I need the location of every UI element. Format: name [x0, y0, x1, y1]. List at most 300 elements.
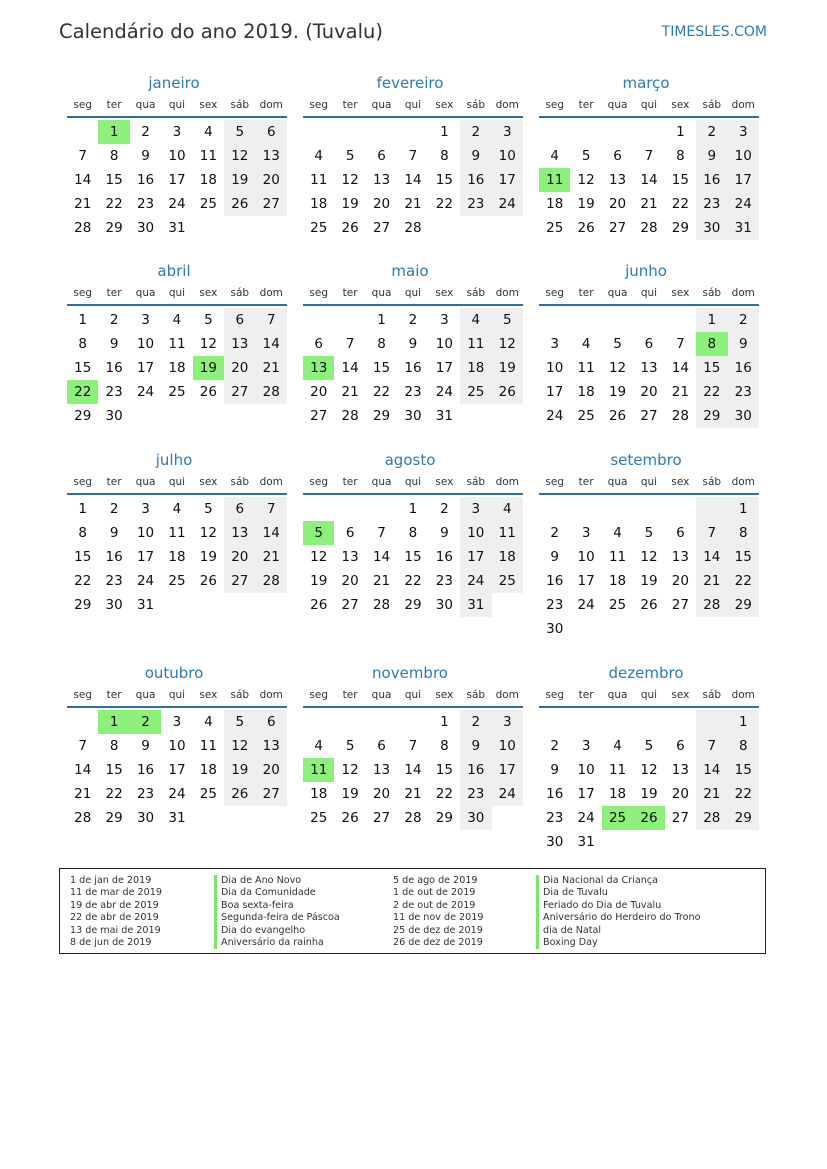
day-cell[interactable]: 12: [224, 144, 255, 168]
day-cell[interactable]: 26: [199, 573, 217, 589]
day-cell[interactable]: 15: [728, 545, 759, 569]
day-cell[interactable]: 16: [546, 573, 564, 589]
day-cell[interactable]: 11: [199, 148, 217, 164]
day-cell[interactable]: 21: [74, 786, 92, 802]
day-cell[interactable]: 19: [224, 168, 255, 192]
day-cell[interactable]: 28: [404, 810, 422, 826]
day-cell[interactable]: 25: [199, 786, 217, 802]
day-cell[interactable]: 13: [224, 521, 255, 545]
day-cell[interactable]: 5: [204, 501, 213, 517]
day-cell[interactable]: 12: [199, 525, 217, 541]
day-cell[interactable]: 26: [341, 220, 359, 236]
day-cell[interactable]: 15: [671, 172, 689, 188]
day-cell[interactable]: 9: [728, 332, 759, 356]
day-cell[interactable]: 20: [256, 168, 287, 192]
day-cell[interactable]: 6: [676, 738, 685, 754]
day-cell[interactable]: 1: [78, 312, 87, 328]
day-cell[interactable]: 1: [696, 308, 727, 332]
day-cell[interactable]: 20: [256, 758, 287, 782]
day-cell[interactable]: 15: [105, 172, 123, 188]
day-cell[interactable]: 29: [105, 220, 123, 236]
day-cell[interactable]: 7: [377, 525, 386, 541]
day-cell[interactable]: 2: [696, 120, 727, 144]
day-cell[interactable]: 22: [435, 786, 453, 802]
day-cell[interactable]: 16: [136, 762, 155, 778]
day-cell[interactable]: 3: [581, 525, 591, 541]
day-cell[interactable]: 7: [676, 336, 685, 352]
day-cell[interactable]: 11: [608, 549, 627, 565]
day-cell[interactable]: 4: [314, 148, 323, 164]
day-cell[interactable]: 7: [345, 336, 355, 352]
day-cell[interactable]: 11: [539, 168, 570, 192]
day-cell[interactable]: 13: [256, 144, 287, 168]
site-link[interactable]: TIMESLES.COM: [661, 24, 767, 40]
day-cell[interactable]: 8: [408, 525, 418, 541]
day-cell[interactable]: 10: [136, 525, 155, 541]
day-cell[interactable]: 25: [602, 806, 633, 830]
day-cell[interactable]: 16: [546, 786, 564, 802]
day-cell[interactable]: 3: [728, 120, 759, 144]
day-cell[interactable]: 4: [172, 312, 182, 328]
day-cell[interactable]: 28: [74, 810, 92, 826]
day-cell[interactable]: 7: [696, 521, 727, 545]
day-cell[interactable]: 14: [404, 762, 422, 778]
day-cell[interactable]: 11: [460, 332, 491, 356]
day-cell[interactable]: 28: [256, 380, 287, 404]
day-cell[interactable]: 5: [303, 521, 334, 545]
day-cell[interactable]: 20: [224, 356, 255, 380]
day-cell[interactable]: 14: [696, 758, 727, 782]
day-cell[interactable]: 18: [608, 786, 627, 802]
day-cell[interactable]: 10: [546, 360, 564, 376]
day-cell[interactable]: 30: [105, 597, 123, 613]
day-cell[interactable]: 19: [341, 196, 359, 212]
day-cell[interactable]: 11: [577, 360, 595, 376]
day-cell[interactable]: 30: [696, 216, 727, 240]
day-cell[interactable]: 9: [460, 734, 491, 758]
day-cell[interactable]: 4: [492, 497, 523, 521]
day-cell[interactable]: 27: [608, 220, 627, 236]
day-cell[interactable]: 15: [696, 356, 727, 380]
day-cell[interactable]: 29: [404, 597, 422, 613]
day-cell[interactable]: 30: [728, 404, 759, 428]
day-cell[interactable]: 13: [303, 356, 334, 380]
day-cell[interactable]: 21: [671, 384, 689, 400]
day-cell[interactable]: 6: [256, 710, 287, 734]
day-cell[interactable]: 29: [435, 810, 453, 826]
day-cell[interactable]: 19: [310, 573, 328, 589]
day-cell[interactable]: 28: [696, 593, 727, 617]
day-cell[interactable]: 2: [130, 710, 161, 734]
day-cell[interactable]: 9: [460, 144, 491, 168]
day-cell[interactable]: 29: [728, 593, 759, 617]
day-cell[interactable]: 15: [74, 549, 92, 565]
day-cell[interactable]: 29: [696, 404, 727, 428]
day-cell[interactable]: 19: [492, 356, 523, 380]
day-cell[interactable]: 17: [546, 384, 564, 400]
day-cell[interactable]: 27: [341, 597, 359, 613]
day-cell[interactable]: 8: [78, 336, 87, 352]
day-cell[interactable]: 17: [136, 549, 155, 565]
day-cell[interactable]: 18: [199, 172, 217, 188]
day-cell[interactable]: 29: [728, 806, 759, 830]
day-cell[interactable]: 5: [644, 738, 654, 754]
day-cell[interactable]: 6: [377, 148, 386, 164]
day-cell[interactable]: 19: [199, 549, 217, 565]
day-cell[interactable]: 12: [640, 762, 658, 778]
day-cell[interactable]: 1: [377, 312, 386, 328]
day-cell[interactable]: 25: [310, 810, 328, 826]
day-cell[interactable]: 5: [492, 308, 523, 332]
day-cell[interactable]: 25: [168, 573, 186, 589]
day-cell[interactable]: 6: [377, 738, 386, 754]
day-cell[interactable]: 20: [224, 545, 255, 569]
day-cell[interactable]: 23: [136, 786, 155, 802]
day-cell[interactable]: 22: [74, 573, 92, 589]
day-cell[interactable]: 3: [492, 710, 523, 734]
day-cell[interactable]: 26: [341, 810, 359, 826]
day-cell[interactable]: 5: [204, 312, 213, 328]
day-cell[interactable]: 31: [136, 597, 155, 613]
day-cell[interactable]: 3: [550, 336, 559, 352]
day-cell[interactable]: 17: [577, 573, 595, 589]
day-cell[interactable]: 8: [696, 332, 727, 356]
day-cell[interactable]: 24: [136, 573, 155, 589]
day-cell[interactable]: 19: [341, 786, 359, 802]
day-cell[interactable]: 16: [460, 758, 491, 782]
day-cell[interactable]: 8: [728, 521, 759, 545]
day-cell[interactable]: 27: [256, 192, 287, 216]
day-cell[interactable]: 24: [577, 597, 595, 613]
day-cell[interactable]: 27: [640, 408, 658, 424]
day-cell[interactable]: 18: [168, 360, 186, 376]
day-cell[interactable]: 3: [172, 714, 182, 730]
day-cell[interactable]: 29: [74, 408, 92, 424]
day-cell[interactable]: 10: [168, 738, 186, 754]
day-cell[interactable]: 15: [105, 762, 123, 778]
day-cell[interactable]: 17: [168, 172, 186, 188]
day-cell[interactable]: 5: [224, 120, 255, 144]
day-cell[interactable]: 13: [608, 172, 627, 188]
day-cell[interactable]: 24: [168, 786, 186, 802]
day-cell[interactable]: 23: [546, 597, 564, 613]
day-cell[interactable]: 6: [224, 308, 255, 332]
day-cell[interactable]: 25: [577, 408, 595, 424]
day-cell[interactable]: 28: [372, 597, 391, 613]
day-cell[interactable]: 17: [168, 762, 186, 778]
day-cell[interactable]: 9: [696, 144, 727, 168]
day-cell[interactable]: 31: [168, 220, 186, 236]
day-cell[interactable]: 13: [640, 360, 658, 376]
day-cell[interactable]: 9: [109, 336, 119, 352]
day-cell[interactable]: 13: [372, 762, 391, 778]
day-cell[interactable]: 7: [78, 738, 87, 754]
day-cell[interactable]: 17: [136, 360, 155, 376]
day-cell[interactable]: 5: [644, 525, 654, 541]
day-cell[interactable]: 24: [435, 384, 453, 400]
day-cell[interactable]: 9: [550, 549, 559, 565]
day-cell[interactable]: 7: [78, 148, 87, 164]
day-cell[interactable]: 12: [608, 360, 627, 376]
day-cell[interactable]: 28: [671, 408, 689, 424]
day-cell[interactable]: 12: [640, 549, 658, 565]
day-cell[interactable]: 8: [676, 148, 685, 164]
day-cell[interactable]: 2: [550, 525, 559, 541]
day-cell[interactable]: 11: [608, 762, 627, 778]
day-cell[interactable]: 13: [372, 172, 391, 188]
day-cell[interactable]: 19: [640, 786, 658, 802]
day-cell[interactable]: 1: [78, 501, 87, 517]
day-cell[interactable]: 9: [109, 525, 119, 541]
day-cell[interactable]: 26: [224, 192, 255, 216]
day-cell[interactable]: 1: [98, 710, 129, 734]
day-cell[interactable]: 15: [435, 172, 453, 188]
day-cell[interactable]: 28: [696, 806, 727, 830]
day-cell[interactable]: 12: [341, 762, 359, 778]
day-cell[interactable]: 17: [577, 786, 595, 802]
day-cell[interactable]: 8: [109, 148, 119, 164]
day-cell[interactable]: 10: [492, 144, 523, 168]
day-cell[interactable]: 22: [671, 196, 689, 212]
day-cell[interactable]: 28: [404, 220, 422, 236]
day-cell[interactable]: 26: [224, 782, 255, 806]
day-cell[interactable]: 26: [633, 806, 664, 830]
day-cell[interactable]: 11: [310, 172, 328, 188]
day-cell[interactable]: 1: [676, 124, 685, 140]
day-cell[interactable]: 6: [644, 336, 654, 352]
day-cell[interactable]: 23: [546, 810, 564, 826]
day-cell[interactable]: 30: [105, 408, 123, 424]
day-cell[interactable]: 14: [74, 172, 92, 188]
day-cell[interactable]: 28: [74, 220, 92, 236]
day-cell[interactable]: 18: [168, 549, 186, 565]
day-cell[interactable]: 17: [435, 360, 453, 376]
day-cell[interactable]: 4: [204, 124, 213, 140]
day-cell[interactable]: 1: [408, 501, 418, 517]
day-cell[interactable]: 4: [613, 738, 622, 754]
day-cell[interactable]: 3: [172, 124, 182, 140]
day-cell[interactable]: 14: [372, 549, 391, 565]
day-cell[interactable]: 13: [341, 549, 359, 565]
day-cell[interactable]: 10: [577, 762, 595, 778]
day-cell[interactable]: 11: [199, 738, 217, 754]
day-cell[interactable]: 18: [577, 384, 595, 400]
day-cell[interactable]: 2: [460, 120, 491, 144]
day-cell[interactable]: 22: [372, 384, 391, 400]
day-cell[interactable]: 14: [404, 172, 422, 188]
day-cell[interactable]: 19: [224, 758, 255, 782]
day-cell[interactable]: 6: [676, 525, 685, 541]
day-cell[interactable]: 2: [728, 308, 759, 332]
day-cell[interactable]: 2: [460, 710, 491, 734]
day-cell[interactable]: 9: [440, 525, 449, 541]
day-cell[interactable]: 29: [671, 220, 689, 236]
day-cell[interactable]: 9: [550, 762, 559, 778]
day-cell[interactable]: 1: [440, 714, 449, 730]
day-cell[interactable]: 17: [492, 168, 523, 192]
day-cell[interactable]: 21: [256, 545, 287, 569]
day-cell[interactable]: 6: [224, 497, 255, 521]
day-cell[interactable]: 14: [256, 332, 287, 356]
day-cell[interactable]: 18: [492, 545, 523, 569]
day-cell[interactable]: 13: [671, 762, 689, 778]
day-cell[interactable]: 30: [435, 597, 453, 613]
day-cell[interactable]: 25: [310, 220, 328, 236]
day-cell[interactable]: 27: [310, 408, 328, 424]
day-cell[interactable]: 21: [696, 569, 727, 593]
day-cell[interactable]: 17: [492, 758, 523, 782]
day-cell[interactable]: 27: [224, 569, 255, 593]
day-cell[interactable]: 13: [256, 734, 287, 758]
day-cell[interactable]: 6: [613, 148, 622, 164]
day-cell[interactable]: 7: [256, 497, 287, 521]
day-cell[interactable]: 28: [640, 220, 658, 236]
day-cell[interactable]: 18: [608, 573, 627, 589]
day-cell[interactable]: 20: [341, 573, 359, 589]
day-cell[interactable]: 20: [671, 573, 689, 589]
day-cell[interactable]: 12: [577, 172, 595, 188]
day-cell[interactable]: 14: [341, 360, 359, 376]
day-cell[interactable]: 18: [460, 356, 491, 380]
day-cell[interactable]: 18: [546, 196, 564, 212]
day-cell[interactable]: 2: [109, 312, 119, 328]
day-cell[interactable]: 26: [608, 408, 627, 424]
day-cell[interactable]: 22: [105, 786, 123, 802]
day-cell[interactable]: 16: [460, 168, 491, 192]
day-cell[interactable]: 15: [728, 758, 759, 782]
day-cell[interactable]: 10: [460, 521, 491, 545]
day-cell[interactable]: 9: [141, 148, 150, 164]
day-cell[interactable]: 21: [640, 196, 658, 212]
day-cell[interactable]: 19: [577, 196, 595, 212]
day-cell[interactable]: 8: [78, 525, 87, 541]
day-cell[interactable]: 13: [671, 549, 689, 565]
day-cell[interactable]: 20: [671, 786, 689, 802]
day-cell[interactable]: 30: [136, 810, 155, 826]
day-cell[interactable]: 4: [581, 336, 591, 352]
day-cell[interactable]: 7: [644, 148, 654, 164]
day-cell[interactable]: 31: [168, 810, 186, 826]
day-cell[interactable]: 25: [492, 569, 523, 593]
day-cell[interactable]: 10: [136, 336, 155, 352]
day-cell[interactable]: 21: [696, 782, 727, 806]
day-cell[interactable]: 19: [193, 356, 224, 380]
day-cell[interactable]: 7: [696, 734, 727, 758]
day-cell[interactable]: 4: [460, 308, 491, 332]
day-cell[interactable]: 23: [460, 782, 491, 806]
day-cell[interactable]: 26: [199, 384, 217, 400]
day-cell[interactable]: 19: [608, 384, 627, 400]
day-cell[interactable]: 26: [640, 597, 658, 613]
day-cell[interactable]: 20: [310, 384, 328, 400]
day-cell[interactable]: 26: [577, 220, 595, 236]
day-cell[interactable]: 27: [224, 380, 255, 404]
day-cell[interactable]: 20: [372, 196, 391, 212]
day-cell[interactable]: 27: [671, 597, 689, 613]
day-cell[interactable]: 7: [256, 308, 287, 332]
day-cell[interactable]: 15: [372, 360, 391, 376]
day-cell[interactable]: 14: [696, 545, 727, 569]
day-cell[interactable]: 11: [492, 521, 523, 545]
day-cell[interactable]: 8: [109, 738, 119, 754]
day-cell[interactable]: 18: [310, 196, 328, 212]
day-cell[interactable]: 4: [550, 148, 559, 164]
day-cell[interactable]: 13: [224, 332, 255, 356]
day-cell[interactable]: 15: [74, 360, 92, 376]
day-cell[interactable]: 30: [546, 621, 564, 637]
day-cell[interactable]: 30: [546, 834, 564, 850]
day-cell[interactable]: 7: [408, 738, 418, 754]
day-cell[interactable]: 22: [435, 196, 453, 212]
day-cell[interactable]: 29: [74, 597, 92, 613]
day-cell[interactable]: 15: [404, 549, 422, 565]
day-cell[interactable]: 23: [404, 384, 422, 400]
day-cell[interactable]: 16: [404, 360, 422, 376]
day-cell[interactable]: 4: [172, 501, 182, 517]
day-cell[interactable]: 24: [168, 196, 186, 212]
day-cell[interactable]: 16: [105, 360, 123, 376]
day-cell[interactable]: 22: [105, 196, 123, 212]
day-cell[interactable]: 14: [671, 360, 689, 376]
day-cell[interactable]: 28: [256, 569, 287, 593]
day-cell[interactable]: 10: [168, 148, 186, 164]
day-cell[interactable]: 24: [492, 192, 523, 216]
day-cell[interactable]: 23: [728, 380, 759, 404]
day-cell[interactable]: 18: [310, 786, 328, 802]
day-cell[interactable]: 20: [640, 384, 658, 400]
day-cell[interactable]: 25: [460, 380, 491, 404]
day-cell[interactable]: 22: [404, 573, 422, 589]
day-cell[interactable]: 29: [372, 408, 391, 424]
day-cell[interactable]: 21: [74, 196, 92, 212]
day-cell[interactable]: 23: [435, 573, 453, 589]
day-cell[interactable]: 31: [460, 593, 491, 617]
day-cell[interactable]: 12: [341, 172, 359, 188]
day-cell[interactable]: 23: [105, 384, 123, 400]
day-cell[interactable]: 26: [492, 380, 523, 404]
day-cell[interactable]: 16: [105, 549, 123, 565]
day-cell[interactable]: 21: [256, 356, 287, 380]
day-cell[interactable]: 30: [136, 220, 155, 236]
day-cell[interactable]: 1: [98, 120, 129, 144]
day-cell[interactable]: 12: [224, 734, 255, 758]
day-cell[interactable]: 22: [67, 380, 98, 404]
day-cell[interactable]: 17: [728, 168, 759, 192]
day-cell[interactable]: 10: [577, 549, 595, 565]
day-cell[interactable]: 23: [460, 192, 491, 216]
day-cell[interactable]: 14: [256, 521, 287, 545]
day-cell[interactable]: 6: [314, 336, 323, 352]
day-cell[interactable]: 25: [168, 384, 186, 400]
day-cell[interactable]: 4: [314, 738, 323, 754]
day-cell[interactable]: 31: [435, 408, 453, 424]
day-cell[interactable]: 29: [105, 810, 123, 826]
day-cell[interactable]: 18: [199, 762, 217, 778]
day-cell[interactable]: 5: [581, 148, 591, 164]
day-cell[interactable]: 1: [728, 497, 759, 521]
day-cell[interactable]: 21: [404, 786, 422, 802]
day-cell[interactable]: 8: [440, 738, 449, 754]
day-cell[interactable]: 21: [341, 384, 359, 400]
day-cell[interactable]: 10: [728, 144, 759, 168]
day-cell[interactable]: 9: [141, 738, 150, 754]
day-cell[interactable]: 3: [440, 312, 449, 328]
day-cell[interactable]: 2: [440, 501, 449, 517]
day-cell[interactable]: 21: [372, 573, 391, 589]
day-cell[interactable]: 6: [345, 525, 355, 541]
day-cell[interactable]: 3: [141, 312, 150, 328]
day-cell[interactable]: 12: [492, 332, 523, 356]
